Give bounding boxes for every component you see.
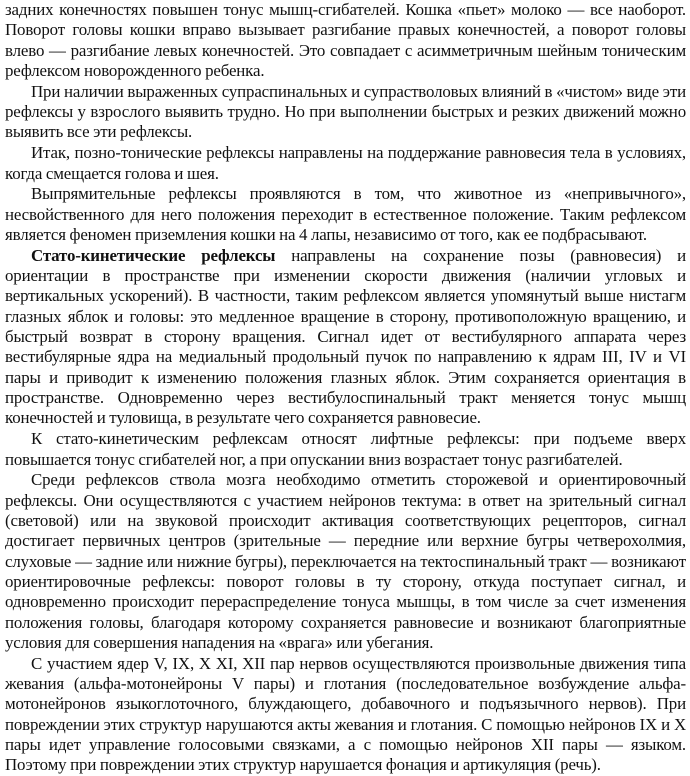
paragraph-5-text: направлены на сохранение позы (равновесия) и ориентации в пространстве при изменении скорости движения (наличии угловых и вертикальных ускорений). В частности, таким рефлексом является упомянутый выше нистагм глазных яблок и головы: это медленное вращение в сторону, противоположную вращению, и быстрый возврат в сторону вращения. Сигнал идет от вестибулярного аппарата через вестибулярные ядра на медиальный продольный пучок по направлению к ядрам III, IV и VI пары и приводит к изменению положения глазных яблок. Этим сохраняется ориентация в пространстве. Одновременно через вестибулоспинальный тракт меняется тонус мышц конечностей и туловища, в результате чего сохраняется равновесие. <box>5 245 686 428</box>
paragraph-8 <box>5 654 686 776</box>
paragraph-6 <box>5 429 686 470</box>
paragraph-8-text: С участием ядер V, IX, X XI, XII пар нервов осуществляются произвольные движения типа жевания (альфа-мотонейроны V пары) и глотания (последовательное возбуждение альфа-мотонейронов языкоглоточного, блуждающего, добавочного и подъязычного нервов). При повреждении этих структур нарушаются акты жевания и глотания. С помощью нейронов IX и X пары идет управление голосовыми связками, а с помощью нейронов XII пары — языком. Поэтому при повреждении этих структур нарушается фонация и артикуляция (речь). <box>5 653 686 775</box>
paragraph-4-text: Выпрямительные рефлексы проявляются в том, что животное из «непривычного», несвойственного для него положения переходит в естественное положение. Таким рефлексом является феномен приземления кошки на 4 лапы, независимо от того, как ее подбрасывают. <box>5 184 686 244</box>
paragraph-4 <box>5 184 686 245</box>
paragraph-6-text: К стато-кинетическим рефлексам относят лифтные рефлексы: при подъеме вверх повышается тонус сгибателей ног, а при опускании вниз возрастает тонус разгибателей. <box>5 429 686 469</box>
paragraph-3-text: Итак, позно-тонические рефлексы направлены на поддержание равновесия тела в условиях, когда смещается голова и шея. <box>5 143 686 183</box>
paragraph-7-text: Среди рефлексов ствола мозга необходимо отметить сторожевой и ориентировочный рефлексы. Они осуществляются с участием нейронов тектума: в ответ на зрительный сигнал (световой) или на звуковой происходит активация соответствующих рецепторов, сигнал достигает первичных центров (зрительные — передние или верхние бугры четверохолмия, слуховые — задние или нижние бугры), переключается на тектоспинальный тракт — возникают ориентировочные рефлексы: поворот головы в ту сторону, откуда поступает сигнал, и одновременно происходит перераспределение тонуса мышцы, в том числе за счет изменения положения головы, благодаря которому сохраняется равновесие и возникают благоприятные условия для совершения нападения на «врага» или убегания. <box>5 470 686 652</box>
paragraph-5 <box>5 246 686 429</box>
paragraph-1-text: задних конечностях повышен тонус мышц-сгибателей. Кошка «пьет» молоко — все наоборот. Поворот головы кошки вправо вызывает разгибание правых конечностей, а поворот головы влево — разгибание левых конечностей. Это совпадает с асимметричным шейным тоническим рефлексом новорожденного ребенка. <box>5 0 686 81</box>
paragraph-2 <box>5 82 686 143</box>
paragraph-1 <box>5 0 686 81</box>
paragraph-3 <box>5 143 686 184</box>
paragraph-2-text: При наличии выраженных супраспинальных и супрастволовых влияний в «чистом» виде эти рефлексы у взрослого выявить трудно. Но при выполнении быстрых и резких движений можно выявить все эти рефлексы. <box>5 81 686 142</box>
paragraph-7 <box>5 470 686 653</box>
paragraph-5-lead: Стато-кинетические рефлексы <box>31 245 276 265</box>
